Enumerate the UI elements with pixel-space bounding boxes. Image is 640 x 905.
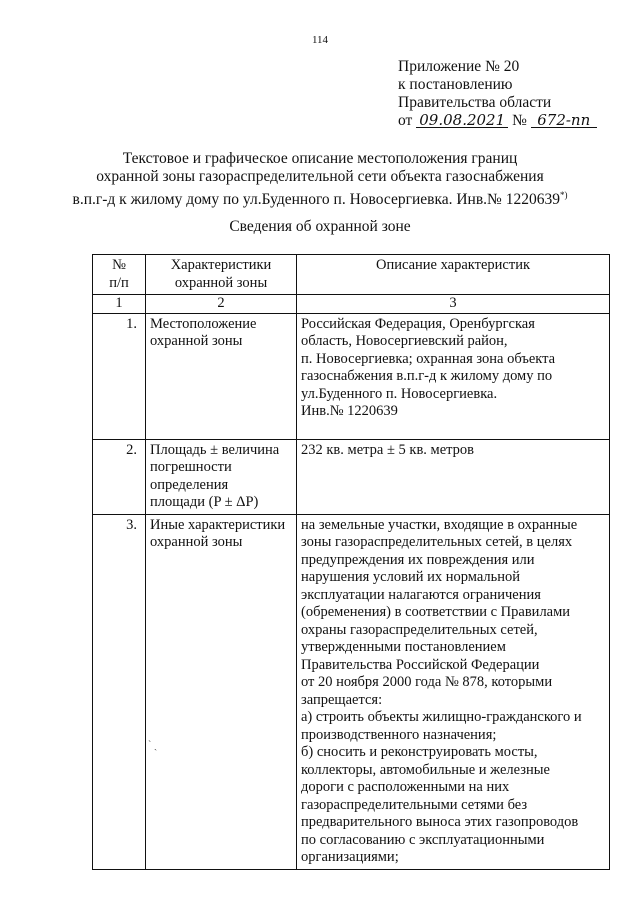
stray-scan-mark: ` ˎ	[148, 740, 158, 751]
footnote-mark: *)	[559, 190, 568, 200]
text-line: погрешности	[150, 459, 232, 475]
text-line: от 20 ноября 2000 года № 878, которыми	[301, 674, 553, 690]
title-line-3-text: в.п.г-д к жилому дому по ул.Буденного п. Новосергиевка. Инв.№ 1220639	[72, 191, 560, 209]
appendix-line-2: к постановлению	[398, 76, 513, 93]
header-num-line-2: п/п	[109, 274, 129, 291]
text-line: предупреждения их повреждения или	[301, 551, 535, 568]
appendix-line-1: Приложение № 20	[398, 58, 520, 75]
title-line-2: охранной зоны газораспределительной сети объекта газоснабжения	[96, 168, 544, 185]
appendix-line-3: Правительства области	[398, 94, 552, 111]
index-cell: 3	[297, 295, 610, 314]
text-line: зоны газораспределительных сетей, в целях	[301, 534, 573, 550]
text-line: предварительного выноса этих газопроводов	[301, 814, 579, 830]
text-line: коллекторы, автомобильные и железные	[301, 761, 550, 778]
text-line: ул.Буденного п. Новосергиевка.	[301, 385, 498, 402]
header-char-line-1: Характеристики	[170, 257, 272, 273]
text-line: область, Новосергиевский район,	[301, 333, 508, 349]
header-char-line-2: охранной зоны	[174, 274, 268, 291]
text-line: запрещается:	[301, 691, 383, 708]
page-number: 114	[311, 34, 329, 46]
document-title	[60, 150, 580, 209]
text-line: определения	[150, 476, 229, 493]
number-prefix: №	[512, 112, 527, 129]
table-index-row	[93, 295, 610, 314]
text-line: утвержденными постановлением	[301, 639, 506, 655]
row-num: 2.	[93, 439, 146, 514]
index-cell: 2	[146, 295, 297, 314]
text-line: Правительства Российской Федерации	[301, 656, 540, 673]
row-characteristic	[146, 514, 297, 869]
protection-zone-table	[92, 254, 610, 870]
index-cell: 1	[93, 295, 146, 314]
handwritten-date: 09.08.2021	[416, 113, 508, 128]
table-row	[93, 514, 610, 869]
text-line: газораспределительными сетями без	[301, 796, 528, 813]
title-line-1: Текстовое и графическое описание местоположения границ	[122, 150, 518, 167]
text-line: организациями;	[301, 849, 399, 865]
text-line: дороги с расположенными на них	[301, 779, 510, 795]
table-row	[93, 439, 610, 514]
text-line: эксплуатации налагаются ограничения	[301, 586, 541, 603]
row-characteristic	[146, 439, 297, 514]
table-row	[93, 313, 610, 439]
text-line: газоснабжения в.п.г-д к жилому дому по	[301, 368, 553, 384]
text-line: производственного назначения;	[301, 726, 497, 743]
text-line: п. Новосергиевка; охранная зона объекта	[301, 350, 556, 367]
text-line: нарушения условий их нормальной	[301, 569, 521, 585]
text-line: охранной зоны	[150, 534, 243, 550]
appendix-block	[398, 58, 597, 130]
header-num-line-1: №	[112, 257, 126, 273]
text-line: охраны газораспределительных сетей,	[301, 621, 538, 638]
table-header-row	[93, 255, 610, 295]
header-characteristics	[146, 255, 297, 295]
text-line: охранной зоны	[150, 333, 243, 349]
text-line: 232 кв. метра ± 5 кв. метров	[301, 441, 475, 458]
header-num	[93, 255, 146, 295]
text-line: Площадь ± величина	[150, 441, 280, 458]
handwritten-number: 672-пп	[531, 113, 597, 128]
text-line: Инв.№ 1220639	[301, 403, 398, 419]
text-line: на земельные участки, входящие в охранные	[301, 516, 578, 533]
text-line: Местоположение	[150, 315, 257, 332]
title-line-3	[60, 186, 580, 209]
date-prefix: от	[398, 112, 413, 129]
header-description: Описание характеристик	[297, 255, 610, 295]
row-description	[297, 439, 610, 514]
text-line: Российская Федерация, Оренбургская	[301, 315, 535, 332]
section-subtitle: Сведения об охранной зоне	[229, 218, 411, 235]
text-line: площади (P ± ΔP)	[150, 494, 259, 510]
row-description	[297, 313, 610, 439]
text-line: а) строить объекты жилищно-гражданского и	[301, 709, 582, 725]
row-num: 1.	[93, 313, 146, 439]
text-line: (обременения) в соответствии с Правилами	[301, 604, 571, 620]
appendix-date-line	[398, 112, 597, 130]
row-num: 3.	[93, 514, 146, 869]
row-characteristic	[146, 313, 297, 439]
row-description	[297, 514, 610, 869]
text-line: Иные характеристики	[150, 516, 286, 533]
text-line: по согласованию с эксплуатационными	[301, 831, 545, 848]
text-line: б) сносить и реконструировать мосты,	[301, 744, 538, 760]
